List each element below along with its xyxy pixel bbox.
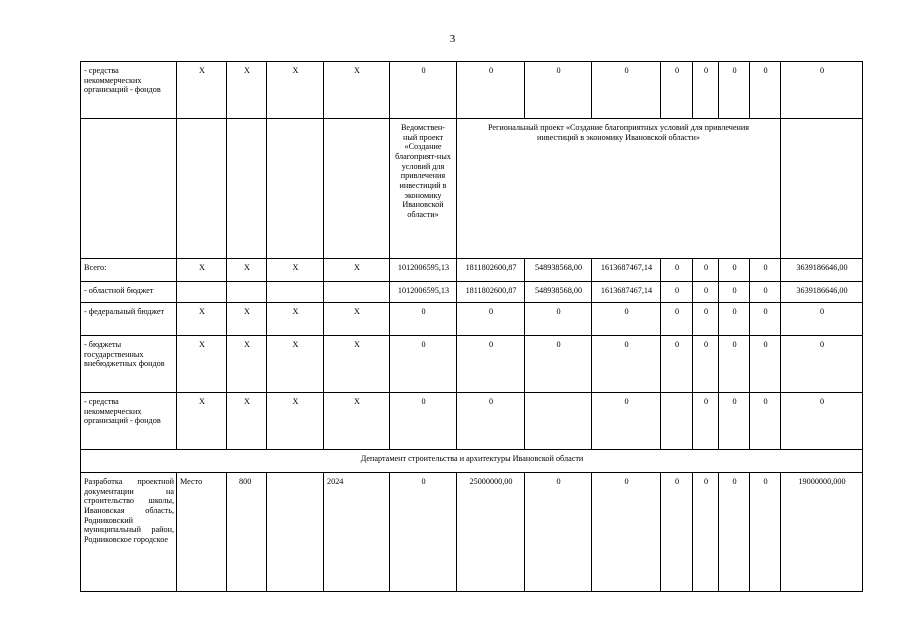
cell: 0 bbox=[457, 336, 525, 393]
cell: 0 bbox=[693, 336, 719, 393]
cell: 800 bbox=[227, 473, 267, 592]
table-row bbox=[81, 473, 863, 592]
table-row bbox=[81, 282, 863, 303]
cell: Х bbox=[267, 336, 324, 393]
cell: Х bbox=[177, 303, 227, 336]
cell: Х bbox=[177, 393, 227, 450]
cell bbox=[81, 119, 177, 259]
cell: 2024 bbox=[324, 473, 390, 592]
cell: Х bbox=[267, 303, 324, 336]
cell: 0 bbox=[457, 62, 525, 119]
cell: 0 bbox=[390, 303, 457, 336]
cell: 1012006595,13 bbox=[390, 259, 457, 282]
cell: 0 bbox=[525, 336, 592, 393]
cell: 0 bbox=[661, 303, 693, 336]
cell: Х bbox=[227, 62, 267, 119]
cell: 0 bbox=[693, 473, 719, 592]
cell: 0 bbox=[592, 473, 661, 592]
cell: 0 bbox=[525, 473, 592, 592]
cell: 0 bbox=[661, 282, 693, 303]
cell: Х bbox=[227, 259, 267, 282]
cell: 0 bbox=[525, 62, 592, 119]
department-title: Департамент строительства и архитектуры Ивановской области bbox=[81, 450, 863, 473]
row-label: Всего: bbox=[81, 259, 177, 282]
cell: 0 bbox=[719, 473, 750, 592]
row-label: - федеральный бюджет bbox=[81, 303, 177, 336]
cell: 0 bbox=[750, 393, 781, 450]
cell: 0 bbox=[719, 259, 750, 282]
cell: 1012006595,13 bbox=[390, 282, 457, 303]
cell: 0 bbox=[457, 393, 525, 450]
cell: Х bbox=[177, 259, 227, 282]
departmental-project: Ведомствен-ный проект «Создание благоприят-ных условий для привлечения инвестиций в экономику Ивановской области» bbox=[390, 119, 457, 259]
section-heading-row bbox=[81, 450, 863, 473]
cell: 0 bbox=[750, 303, 781, 336]
cell bbox=[267, 282, 324, 303]
cell: Х bbox=[177, 336, 227, 393]
cell: 0 bbox=[693, 393, 719, 450]
cell: 0 bbox=[719, 393, 750, 450]
cell: Место bbox=[177, 473, 227, 592]
cell: 1613687467,14 bbox=[592, 259, 661, 282]
cell: 0 bbox=[592, 62, 661, 119]
cell: Х bbox=[227, 336, 267, 393]
cell: Х bbox=[324, 336, 390, 393]
cell: 0 bbox=[719, 62, 750, 119]
budget-table bbox=[80, 61, 863, 592]
cell: 0 bbox=[719, 282, 750, 303]
cell: 0 bbox=[693, 282, 719, 303]
cell: 0 bbox=[390, 393, 457, 450]
cell: 548938568,00 bbox=[525, 259, 592, 282]
cell: 0 bbox=[750, 282, 781, 303]
cell bbox=[267, 473, 324, 592]
table-row bbox=[81, 336, 863, 393]
cell: 548938568,00 bbox=[525, 282, 592, 303]
cell: Х bbox=[267, 393, 324, 450]
cell: 0 bbox=[693, 259, 719, 282]
cell: Х bbox=[324, 303, 390, 336]
page-number: 3 bbox=[449, 33, 456, 45]
cell: Х bbox=[227, 303, 267, 336]
cell: 1811802600,87 bbox=[457, 282, 525, 303]
cell bbox=[781, 119, 863, 259]
cell: 0 bbox=[781, 303, 863, 336]
row-label: - бюджеты государственных внебюджетных фондов bbox=[81, 336, 177, 393]
cell: 0 bbox=[781, 336, 863, 393]
cell: Х bbox=[324, 259, 390, 282]
cell: 1613687467,14 bbox=[592, 282, 661, 303]
cell: 1811802600,87 bbox=[457, 259, 525, 282]
cell: 0 bbox=[719, 303, 750, 336]
cell: 0 bbox=[661, 259, 693, 282]
cell bbox=[177, 282, 227, 303]
cell: 0 bbox=[750, 473, 781, 592]
table-row bbox=[81, 303, 863, 336]
row-label: Разработка проектной документации на строительство школы, Ивановская область, Родниковский муниципальный район, Родниковское городское bbox=[81, 473, 177, 592]
table-row bbox=[81, 259, 863, 282]
cell bbox=[227, 282, 267, 303]
cell: 0 bbox=[661, 473, 693, 592]
cell: 0 bbox=[661, 62, 693, 119]
cell: Х bbox=[227, 393, 267, 450]
cell: Х bbox=[324, 393, 390, 450]
cell bbox=[177, 119, 227, 259]
cell: 3639186646,00 bbox=[781, 282, 863, 303]
cell: 0 bbox=[750, 259, 781, 282]
cell: 0 bbox=[592, 393, 661, 450]
table-row bbox=[81, 62, 863, 119]
cell: 0 bbox=[781, 393, 863, 450]
cell bbox=[324, 282, 390, 303]
cell: 0 bbox=[750, 336, 781, 393]
cell: 0 bbox=[750, 62, 781, 119]
cell: 0 bbox=[693, 303, 719, 336]
row-label: - средства некоммерческих организаций - фондов bbox=[81, 393, 177, 450]
cell bbox=[525, 393, 592, 450]
cell: Х bbox=[267, 62, 324, 119]
cell: 0 bbox=[457, 303, 525, 336]
cell: 0 bbox=[592, 336, 661, 393]
project-header-row bbox=[81, 119, 863, 259]
cell: 25000000,00 bbox=[457, 473, 525, 592]
cell: 0 bbox=[781, 62, 863, 119]
cell bbox=[267, 119, 324, 259]
cell: 0 bbox=[390, 62, 457, 119]
cell: Х bbox=[267, 259, 324, 282]
cell: 0 bbox=[390, 473, 457, 592]
cell: 0 bbox=[525, 303, 592, 336]
cell: 0 bbox=[693, 62, 719, 119]
cell: 19000000,000 bbox=[781, 473, 863, 592]
cell: 0 bbox=[390, 336, 457, 393]
cell: Х bbox=[177, 62, 227, 119]
cell bbox=[324, 119, 390, 259]
cell bbox=[661, 393, 693, 450]
regional-project: Региональный проект «Создание благоприятных условий для привлечения инвестиций в экономику Ивановской области» bbox=[457, 119, 781, 259]
row-label: - областной бюджет bbox=[81, 282, 177, 303]
cell: 0 bbox=[592, 303, 661, 336]
table-row bbox=[81, 393, 863, 450]
row-label: - средства некоммерческих организаций - фондов bbox=[81, 62, 177, 119]
cell: 0 bbox=[661, 336, 693, 393]
cell bbox=[227, 119, 267, 259]
cell: 3639186646,00 bbox=[781, 259, 863, 282]
cell: Х bbox=[324, 62, 390, 119]
cell: 0 bbox=[719, 336, 750, 393]
